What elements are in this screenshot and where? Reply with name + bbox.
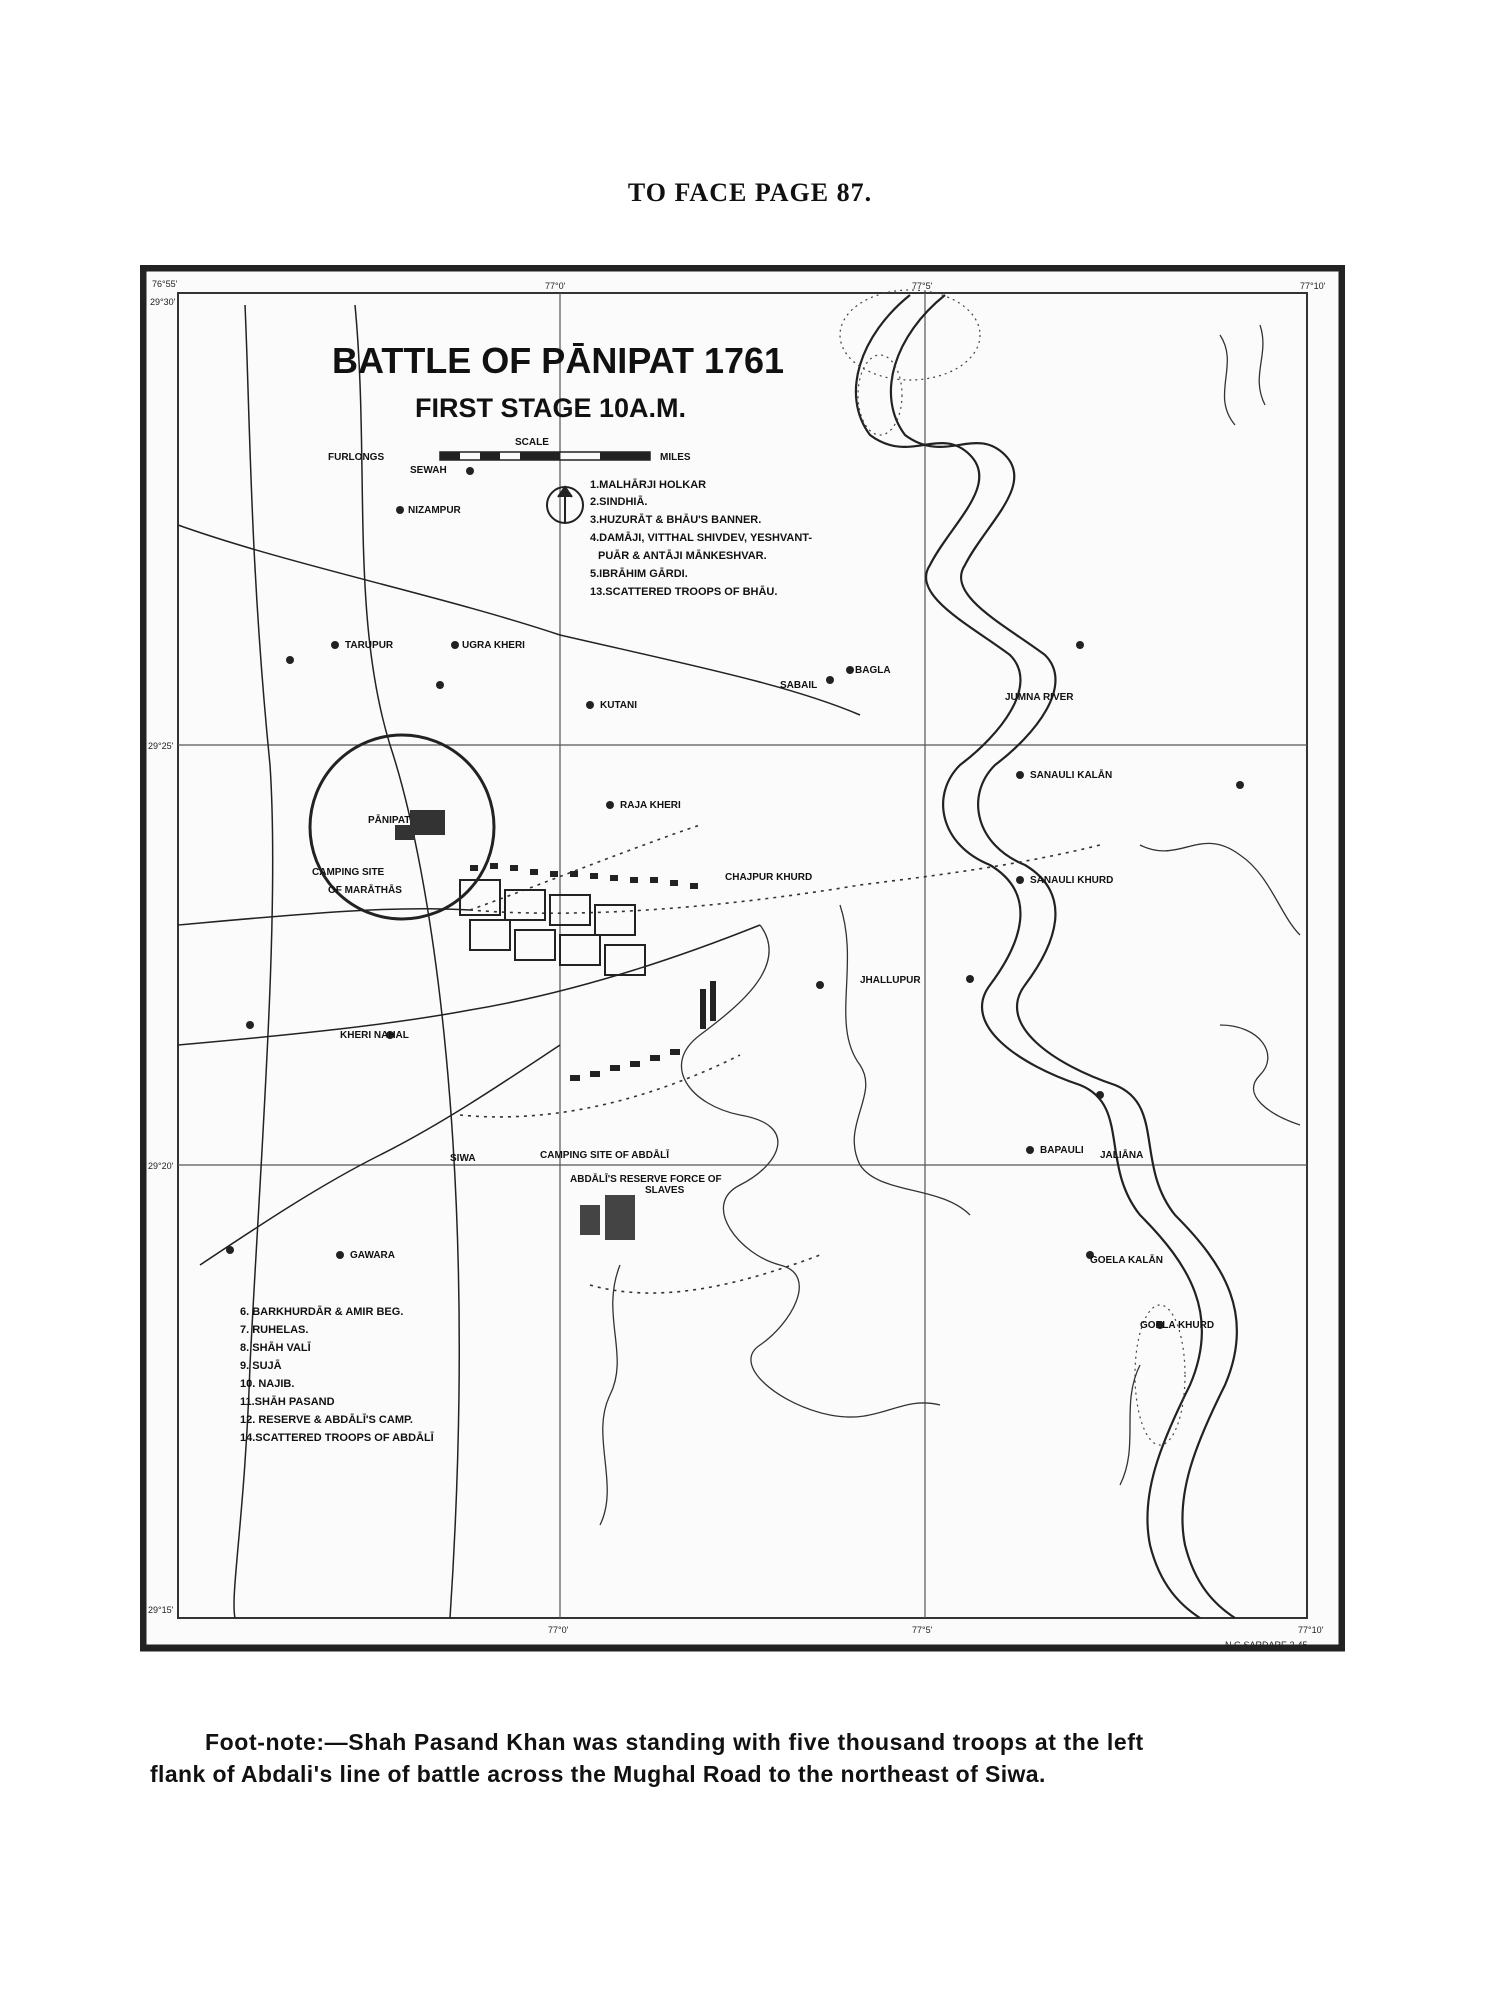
label-place: SIWA [450, 1153, 476, 1164]
footnote [150, 1726, 1355, 1790]
label-jumna-river: JUMNA RIVER [1005, 692, 1074, 703]
coord-label: 77°5' [912, 1625, 933, 1635]
legend-item: 14.SCATTERED TROOPS OF ABDĀLĪ [240, 1432, 434, 1444]
coord-label: 77°10' [1298, 1625, 1324, 1635]
scale-label: SCALE [515, 437, 549, 448]
label-place: TARUPUR [345, 640, 394, 651]
label-place: GAWARA [350, 1250, 395, 1261]
legend-item: 11.SHĀH PASAND [240, 1396, 335, 1408]
legend-item: 7. RUHELAS. [240, 1324, 309, 1336]
label-abdali-reserve: SLAVES [645, 1185, 685, 1196]
label-abdali-reserve: ABDĀLĪ'S RESERVE FORCE OF [570, 1174, 722, 1185]
legend-item: 5.IBRĀHIM GĀRDI. [590, 568, 688, 580]
scale-right-label: MILES [660, 452, 691, 463]
label-place: JALIĀNA [1100, 1150, 1144, 1161]
scale-left-label: FURLONGS [328, 452, 385, 463]
footnote-line: flank of Abdali's line of battle across the Mughal Road to the northeast of Siwa. [150, 1761, 1046, 1787]
label-place: CHAJPUR KHURD [725, 872, 813, 883]
label-place: SANAULI KALĀN [1030, 770, 1113, 781]
coord-label: 77°0' [548, 1625, 569, 1635]
label-place: BAGLA [855, 665, 891, 676]
label-place: NIZAMPUR [408, 505, 461, 516]
coord-label: 77°5' [912, 281, 933, 291]
label-place: GOELA KHURD [1140, 1320, 1215, 1331]
legend-item: 8. SHĀH VALĪ [240, 1342, 311, 1354]
legend-item: 9. SUJĀ [240, 1360, 282, 1372]
legend-item: 4.DAMĀJI, VITTHAL SHIVDEV, YESHVANT- [590, 532, 813, 544]
footnote-line: Foot-note:—Shah Pasand Khan was standing with five thousand troops at the left [205, 1729, 1144, 1755]
label-place: SABAIL [780, 680, 818, 691]
legend-item: 2.SINDHIĀ. [590, 496, 648, 508]
map-subtitle: FIRST STAGE 10A.M. [415, 393, 687, 423]
label-place: RAJA KHERI [620, 800, 681, 811]
coord-label: 29°30' [150, 297, 176, 307]
coord-label: 29°25' [148, 741, 174, 751]
coord-label: 29°15' [148, 1605, 174, 1615]
battle-map [140, 265, 1345, 1655]
label-place: GOELA KALĀN [1090, 1255, 1163, 1266]
draftsman-credit: N.G.SARDARE 2-45 [1225, 1640, 1308, 1650]
label-panipat: PĀNIPAT [368, 815, 411, 826]
label-place: UGRA KHERI [462, 640, 525, 651]
legend-item: 1.MALHĀRJI HOLKAR [590, 479, 707, 491]
legend-item: 13.SCATTERED TROOPS OF BHĀU. [590, 586, 778, 598]
coord-label: 77°10' [1300, 281, 1326, 291]
label-abdali-camp: CAMPING SITE OF ABDĀLĪ [540, 1150, 670, 1161]
label-maratha-camp: CAMPING SITE [312, 867, 385, 878]
legend-item: 10. NAJIB. [240, 1378, 295, 1390]
label-maratha-camp: OF MARĀTHĀS [328, 885, 402, 896]
label-place: KHERI NAHAL [340, 1030, 409, 1041]
legend-item: 6. BARKHURDĀR & AMIR BEG. [240, 1306, 404, 1318]
label-place: KUTANI [600, 700, 638, 711]
legend-item: 3.HUZURĀT & BHĀU'S BANNER. [590, 514, 762, 526]
legend-item: PUĀR & ANTĀJI MĀNKESHVAR. [598, 550, 767, 562]
map-title: BATTLE OF PĀNIPAT 1761 [332, 340, 785, 381]
page-header: TO FACE PAGE 87. [627, 178, 873, 207]
label-place: SEWAH [410, 465, 447, 476]
legend-item: 12. RESERVE & ABDĀLĪ'S CAMP. [240, 1414, 413, 1426]
coord-label: 29°20' [148, 1161, 174, 1171]
label-place: BAPAULI [1040, 1145, 1084, 1156]
label-place: JHALLUPUR [860, 975, 921, 986]
coord-label: 77°0' [545, 281, 566, 291]
label-place: SANAULI KHURD [1030, 875, 1114, 886]
coord-label: 76°55' [152, 279, 178, 289]
